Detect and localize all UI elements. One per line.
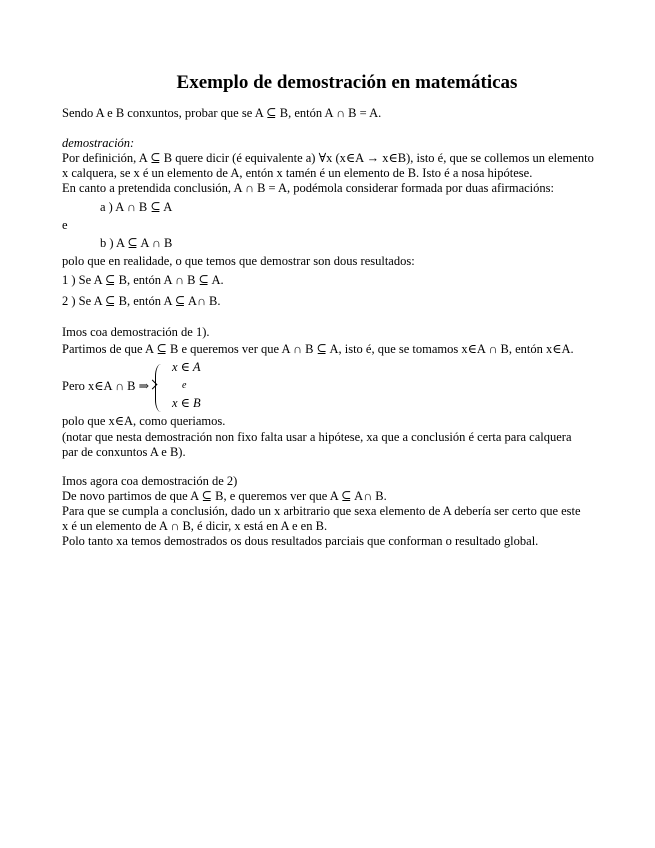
part2-heading: Imos agora coa demostración de 2)	[62, 474, 238, 488]
pero-label: Pero x∈A ∩ B ⇒	[62, 379, 150, 393]
part1-heading: Imos coa demostración de 1).	[62, 325, 210, 339]
page-title: Exemplo de demostración en matemáticas	[176, 72, 518, 93]
part1-line: Partimos de que A ⊆ B e queremos ver que A ∩ B ⊆ A, isto é, que se tomamos x∈A ∩ B, entón x∈A.	[62, 342, 574, 356]
system-mid: e	[182, 380, 187, 391]
left-brace	[155, 364, 164, 412]
definition-line-1: Por definición, A ⊆ B quere dicir (é equivalente a) ∀x (x∈A → x∈B), isto é, que se collemos un elemento	[62, 151, 594, 165]
conjunction-e: e	[62, 218, 68, 232]
part2-line-3: x é un elemento de A ∩ B, é dicir, x está en A e en B.	[62, 519, 328, 533]
system-bottom: x ∈ B	[172, 396, 201, 410]
note-line-1: (notar que nesta demostración non fixo falta usar a hipótese, xa que a conclusión é certa para calquera	[62, 430, 572, 444]
result-1: 1 ) Se A ⊆ B, entón A ∩ B ⊆ A.	[62, 273, 224, 287]
proof-heading: demostración:	[62, 136, 135, 150]
claim-b: b ) A ⊆ A ∩ B	[100, 236, 173, 250]
conclusion-1: polo que x∈A, como queriamos.	[62, 414, 226, 428]
final-line: Polo tanto xa temos demostrados os dous resultados parciais que conforman o resultado global.	[62, 534, 539, 548]
statement: Sendo A e B conxuntos, probar que se A ⊆ B, entón A ∩ B = A.	[62, 106, 382, 120]
note-line-2: par de conxuntos A e B).	[62, 445, 186, 459]
system-top: x ∈ A	[172, 360, 201, 374]
result-2: 2 ) Se A ⊆ B, entón A ⊆ A∩ B.	[62, 294, 221, 308]
part2-line-2: Para que se cumpla a conclusión, dado un x arbitrario que sexa elemento de A debería ser certo que este	[62, 504, 581, 518]
claim-line: En canto a pretendida conclusión, A ∩ B = A, podémola considerar formada por duas afirmacións:	[62, 181, 554, 195]
claim-a: a ) A ∩ B ⊆ A	[100, 200, 173, 214]
definition-line-2: x calquera, se x é un elemento de A, entón x tamén é un elemento de B. Isto é a nosa hipótese.	[62, 166, 533, 180]
so-line: polo que en realidade, o que temos que demostrar son dous resultados:	[62, 254, 415, 268]
part2-line-1: De novo partimos de que A ⊆ B, e queremos ver que A ⊆ A∩ B.	[62, 489, 387, 503]
